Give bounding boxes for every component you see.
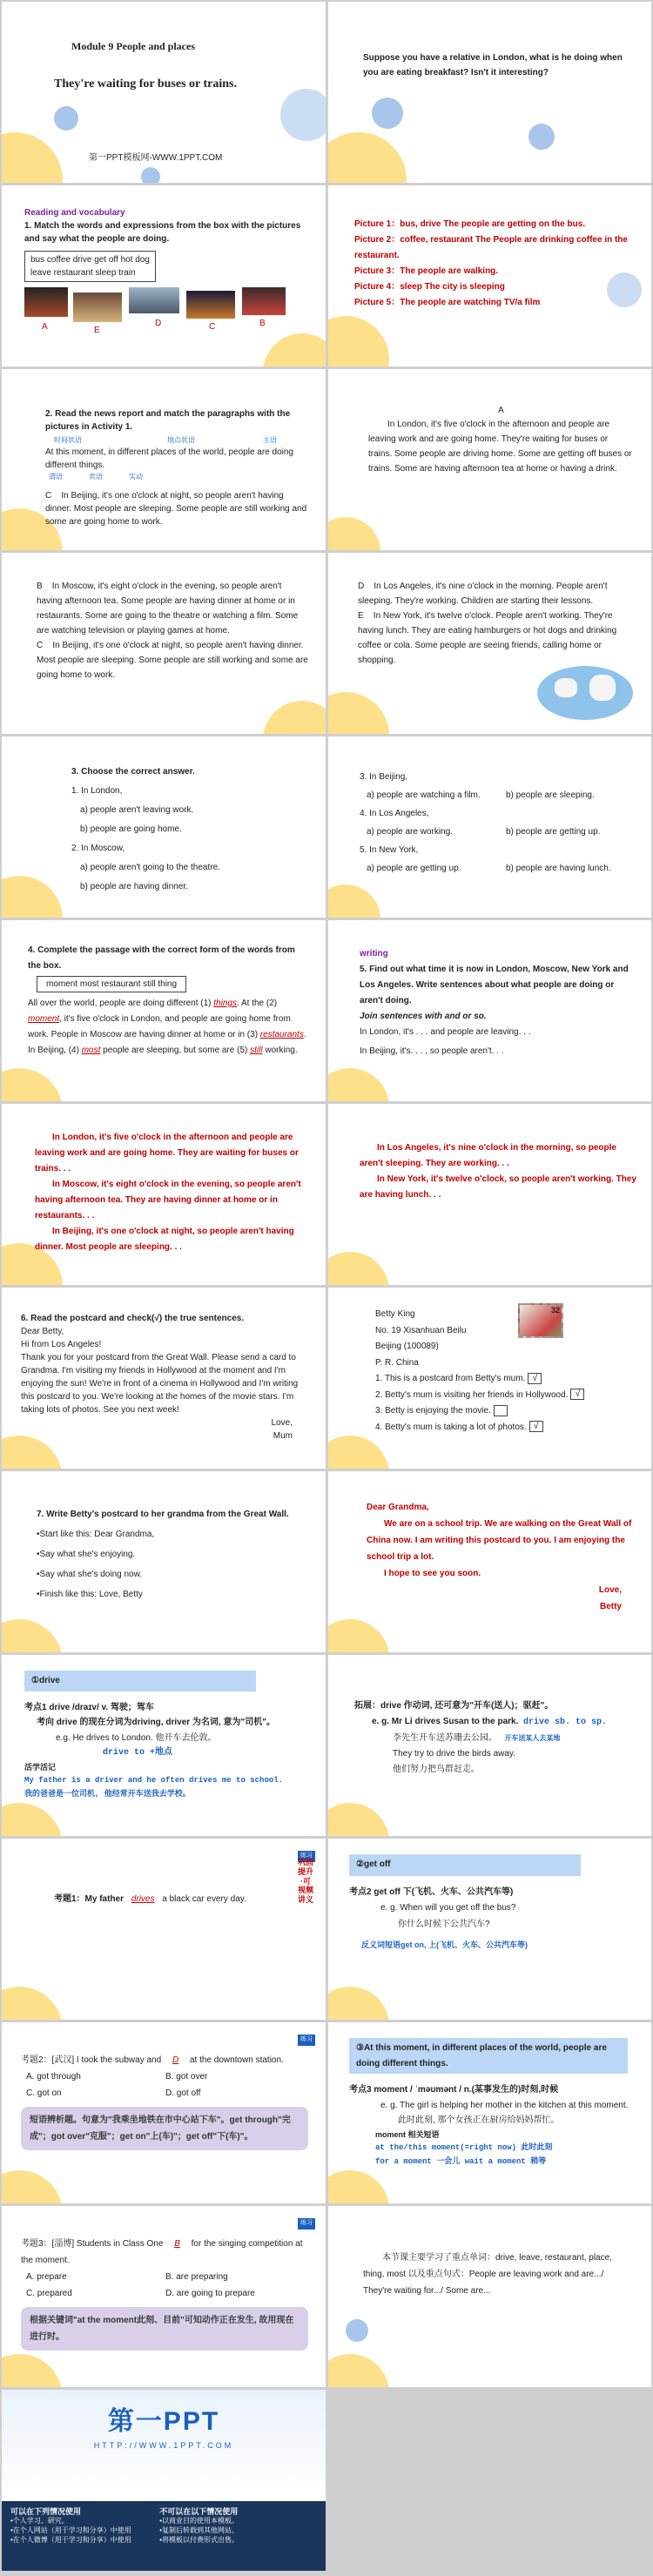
slide-writing-answers-1: [2, 1104, 326, 1285]
writing-tag: writing: [360, 949, 388, 958]
activity-question: 1. Match the words and expressions from the box with the pictures and say what the people are doing.: [24, 221, 301, 244]
explanation: 根据关键词"at the moment此刻、目前"可知动作正在发生, 故用现在进行时。: [21, 2307, 308, 2351]
answer-paragraph: In New York, it's twelve o'clock, so people aren't working. They are having lunch. . .: [360, 1174, 636, 1200]
section-heading: Reading and vocabulary: [24, 208, 125, 218]
exercise-badge: 练习: [298, 2035, 315, 2046]
postcard-sign: Love,: [598, 1585, 622, 1595]
postcard-stamp: 32: [518, 1303, 563, 1338]
activity-question: 3. Choose the correct answer.: [71, 767, 195, 777]
slide-postcard-answer: [328, 1471, 651, 1652]
example: They try to drive the birds away.: [393, 1749, 515, 1759]
slide-drive: [2, 1655, 326, 1836]
phrase-line: at the/this moment(=right now) 此时此刻: [375, 2143, 553, 2153]
check-box[interactable]: [494, 1405, 508, 1416]
picture-4: [186, 291, 235, 319]
answer-paragraph: In Los Angeles, it's nine o'clock in the morning, so people aren't sleeping. They are working. . .: [360, 1143, 616, 1168]
word-box: moment most restaurant still thing: [37, 976, 186, 992]
exercise-question: 考题1：My father drives a black car every day.: [54, 1894, 246, 1904]
picture-row: [24, 287, 312, 335]
paragraph-c: C In Beijing, it's one o'clock at night, so people aren't having dinner. Most people are sleeping. Some people are still working and some are going home to work.: [45, 491, 307, 527]
picture-label: B: [259, 319, 266, 328]
slide-copyright: [2, 2390, 326, 2571]
side-label: 巩固提升·可视频讲义: [298, 1858, 314, 1905]
point-title: 考点3 moment / ˈməʊmənt / n.(某事发生的)时刻,时候: [349, 2085, 559, 2095]
slide-exercise-3: [2, 2206, 326, 2387]
example-translation: 你什么时候下公共汽车?: [398, 1919, 490, 1929]
forbidden-column: 不可以在以下情况使用 •以商业目的使用本模板。 •复制后转载到其他网站。 •将模板以付费形式出售。: [159, 2507, 239, 2544]
footer-text: 第一PPT模板网-WWW.1PPT.COM: [89, 153, 223, 163]
postcard-line: Hi from Los Angeles!: [21, 1340, 102, 1349]
allowed-column: 可以在下列情况使用 •个人学习、研究。 •在个人网站（用于学习和分享）中使用 •在个人微博（用于学习和分享）中使用: [10, 2507, 131, 2544]
option-row: a) people are watching a film. b) people are sleeping.: [367, 790, 595, 800]
slide-exercise-2: [2, 2022, 326, 2203]
option: b) people are going home.: [80, 824, 182, 834]
memory-label: 活学活记: [24, 1762, 57, 1772]
answer-paragraph: In Moscow, it's eight o'clock in the evening, so people aren't having afternoon tea. They are having dinner at home or in restaurants. . .: [35, 1180, 301, 1221]
example: e.g. He drives to London. 他开车去伦敦。: [56, 1732, 217, 1743]
slide-summary: [328, 2206, 651, 2387]
address-line: No. 19 Xisanhuan Beilu: [375, 1325, 467, 1335]
antonym-note: 反义词短语get on, 上(飞机、火车、公共汽车等): [361, 1940, 528, 1949]
answer-line: Picture 5：The people are watching TV/a film: [354, 298, 541, 307]
question-item: 1. In London,: [71, 786, 123, 796]
cloze-passage: All over the world, people are doing different (1) things. At the (2) moment, it's five o'clock in London, and people are going home from work. People in Moscow are having dinner at home or in (3) restaurants. In Beijing, (4) most people are sleeping, but some are (5) still working.: [28, 999, 306, 1055]
instruction-item: •Start like this: Dear Grandma,: [37, 1530, 155, 1539]
activity-question: 4. Complete the passage with the correct form of the words from the box.: [28, 945, 295, 971]
slide-moment: [328, 2022, 651, 2203]
picture-2: [73, 293, 122, 322]
option-row: C. got on D. got off: [26, 2088, 201, 2098]
slide-exercise-1: [2, 1839, 326, 2020]
option-row: A. got through B. got over: [26, 2072, 208, 2082]
exercise-badge: 练习: [298, 2218, 315, 2230]
picture-3: [129, 287, 179, 313]
paragraph-d: D In Los Angeles, it's nine o'clock in the morning. People aren't sleeping. They're working. Children are starting their lessons.: [358, 582, 608, 606]
option-row: C. prepared D. are going to prepare: [26, 2289, 255, 2298]
explanation: 短语辨析题。句意为"我乘坐地铁在市中心站下车"。get through"完成"；got over"克服"；get on"上(车)"；get off"下(车)"。: [21, 2107, 308, 2150]
answer-line: Picture 4：sleep The city is sleeping: [354, 282, 505, 292]
check-item: 4. Betty's mum is taking a lot of photos. √: [375, 1420, 637, 1436]
paragraph-c: C In Beijing, it's one o'clock at night, so people aren't having dinner. Most people are sleeping. Some people are still working and some are going home to work.: [37, 641, 308, 680]
slide-activity-7: [2, 1471, 326, 1652]
slide-paragraphs-d-e: [328, 553, 651, 734]
point-pill: ③At this moment, in different places of the world, people are doing different things.: [349, 2038, 628, 2074]
slide-postcard: [2, 1288, 326, 1469]
picture-label: C: [209, 322, 216, 332]
instruction-item: •Say what she's enjoying.: [37, 1550, 136, 1559]
slide-activity-3: [2, 736, 326, 918]
answer-paragraph: In London, it's five o'clock in the afternoon and people are leaving work and are going home. They are waiting for buses or trains. . .: [35, 1133, 299, 1174]
picture-5: [242, 287, 286, 315]
postcard-closing: I hope to see you soon.: [384, 1569, 481, 1578]
postcard-sign: Love,: [271, 1418, 293, 1428]
question-item: 2. In Moscow,: [71, 844, 125, 853]
memory-line: 我的爸爸是一位司机, 他经常开车送我去学校。: [24, 1790, 191, 1799]
option: b) people are having dinner.: [80, 882, 188, 891]
extension-title: 拓展：drive 作动词, 还可意为"开车(送人)；驱赶"。: [354, 1701, 554, 1711]
activity-question: 5. Find out what time it is now in London, Moscow, New York and Los Angeles. Write sentences about what people are doing or aren't doing.: [360, 965, 629, 1006]
slide-activity-1: [2, 185, 326, 367]
example-translation: 此时此刻, 那个女孩正在厨房给妈妈帮忙。: [398, 2115, 560, 2125]
slide-paragraph-a: [328, 369, 651, 550]
slide-writing-5: [328, 920, 651, 1101]
postcard-body: We are on a school trip. We are walking on the Great Wall of China now. I am writing this postcard to you. I am enjoying the school trip a lot.: [367, 1519, 632, 1562]
activity-question: 7. Write Betty's postcard to her grandma from the Great Wall.: [37, 1510, 289, 1519]
brand-url[interactable]: HTTP://WWW.1PPT.COM: [93, 2441, 234, 2450]
slide-writing-answers-2: [328, 1104, 651, 1285]
phrase-line: for a moment 一会儿 wait a moment 稍等: [375, 2157, 547, 2166]
slide-get-off: [328, 1839, 651, 2020]
slide-activity-2: [2, 369, 326, 550]
option-row: a) people are getting up. b) people are having lunch.: [367, 864, 611, 873]
module-label: Module 9 People and places: [71, 40, 196, 52]
example: e. g. The girl is helping her mother in the kitchen at this moment.: [380, 2100, 629, 2110]
activity-question: 2. Read the news report and match the paragraphs with the pictures in Activity 1.: [45, 409, 291, 432]
answer-line: Picture 2：coffee, restaurant The People are drinking coffee in the restaurant.: [354, 235, 628, 260]
intro-question: Suppose you have a relative in London, what is he doing when you are eating breakfast? Isn't it interesting?: [363, 53, 623, 77]
question-item: 3. In Beijing,: [360, 772, 408, 782]
answer-line: Picture 3：The people are walking.: [354, 266, 499, 276]
answer-paragraph: In Beijing, it's one o'clock at night, so people aren't having dinner. Most people are sleeping. . .: [35, 1227, 294, 1252]
example-note: drive to +地点: [103, 1748, 173, 1758]
postcard-sign-name: Mum: [273, 1431, 293, 1441]
option: a) people aren't going to the theatre.: [80, 863, 220, 872]
question-item: 5. In New York,: [360, 845, 419, 855]
activity-question: 6. Read the postcard and check(√) the true sentences.: [21, 1314, 245, 1323]
example: e. g. When will you get off the bus?: [380, 1903, 516, 1913]
postcard-greeting: Dear Grandma,: [367, 1503, 429, 1512]
usage-footer: [2, 2501, 326, 2571]
option-row: A. prepare B. are preparing: [26, 2272, 228, 2282]
paragraph-e: E In New York, it's twelve o'clock. People aren't working. They're having lunch. They are eating hamburgers or hot dogs and drinking coffee or cola. Some people are seeing friends, calling home or shopping.: [358, 611, 617, 665]
memory-line: My father is a driver and he often drives me to school.: [24, 1776, 284, 1786]
check-item: 1. This is a postcard from Betty's mum. √: [375, 1371, 637, 1388]
exercise-question: 考题2：[武汉] I took the subway and D at the downtown station.: [21, 2055, 284, 2065]
slide-answers-1: [328, 185, 651, 367]
paragraph-b: B In Moscow, it's eight o'clock in the evening, so people aren't having afternoon tea. Some people are having dinner at home or in restaurants. Some are going to the theatre or watching a film. Some are watching television or playing games at home.: [37, 582, 299, 636]
slide-title: [2, 2, 326, 183]
example-line: In Beijing, it's. . . , so people aren't. . .: [360, 1046, 504, 1056]
example-translation: 他们努力把鸟群赶走。: [393, 1765, 480, 1774]
paragraph-label: A: [498, 406, 504, 415]
check-box[interactable]: √: [528, 1373, 542, 1384]
answer-line: Picture 1：bus, drive The people are getting on the bus.: [354, 219, 586, 229]
picture-1: [24, 287, 68, 317]
slide-intro: [328, 2, 651, 183]
phrase-label: moment 相关短语: [375, 2129, 440, 2139]
summary-text: 本节课主要学习了重点单词：drive, leave, restaurant, place, thing, most 以及重点句式：People are leaving work and are.../ They're waiting for.../ Some are...: [363, 2253, 612, 2296]
check-item: 3. Betty is enjoying the movie.: [375, 1403, 637, 1420]
instruction-item: •Say what she's doing now.: [37, 1570, 143, 1579]
word-box: bus coffee drive get off hot dog leave restaurant sleep train: [24, 251, 156, 282]
question-item: 4. In Los Angeles,: [360, 809, 429, 818]
slide-drive-extension: [328, 1655, 651, 1836]
example-line: In London, it's . . . and people are leaving. . .: [360, 1027, 531, 1037]
slide-paragraphs-b-c: [2, 553, 326, 734]
exercise-question: 考题3：[淄博] Students in Class One B for the singing competition at the moment.: [21, 2239, 303, 2265]
point-pill: ②get off: [349, 1854, 581, 1876]
point-pill: ①drive: [24, 1671, 256, 1692]
example-translation: 李先生开车送苏珊去公园。 开车送某人去某地: [393, 1733, 561, 1743]
check-box[interactable]: √: [529, 1421, 543, 1432]
exercise-badge: 练习: [298, 1851, 315, 1862]
option: a) people aren't leaving work.: [80, 805, 194, 815]
option-row: a) people are working. b) people are getting up.: [367, 827, 601, 837]
brand-logo: 第一PPT: [107, 2407, 220, 2436]
address-line: Betty King: [375, 1309, 415, 1319]
instruction: Join sentences with and or so.: [360, 1012, 487, 1021]
check-box[interactable]: √: [570, 1389, 584, 1400]
postcard-body: Thank you for your postcard from the Great Wall. Please send a card to Grandma. I'm visiting my friends in Hollywood at the moment and I'm enjoying the sun! We're in front of a cinema in Hollywood and I'm writing this postcard to you. We're looking at the homes of the movie stars. I'm taking lots of photos. See you next week!: [21, 1353, 299, 1415]
annotated-sentence: 时间状语 地点状语 主语 At this moment, in different places of the world, people are doing different things. 谓语 宾语 实动: [45, 436, 293, 481]
point-title: 考点2 get off 下(飞机、火车、公共汽车等): [349, 1887, 514, 1897]
slide-postcard-checks: [328, 1288, 651, 1469]
paragraph-a: In London, it's five o'clock in the afternoon and people are leaving work and are going home. They're waiting for buses or trains. Some people are driving home. Some are getting off buses or trains. Some are having afternoon tea at home or having a drink.: [368, 420, 632, 474]
picture-label: E: [94, 326, 100, 335]
point-title: 考点1 drive /draɪv/ v. 驾驶；驾车: [24, 1702, 154, 1712]
point-note: 考向 drive 的现在分词为driving, driver 为名词, 意为"司机"。: [37, 1718, 275, 1727]
instruction-item: •Finish like this: Love, Betty: [37, 1590, 143, 1599]
postcard-greeting: Dear Betty,: [21, 1327, 64, 1336]
postcard-sign-name: Betty: [599, 1602, 622, 1611]
slide-activity-4: [2, 920, 326, 1101]
example: e. g. Mr Li drives Susan to the park. drive sb. to sp.: [372, 1717, 607, 1727]
slide-activity-3-cont: [328, 736, 651, 918]
address-line: P. R. China: [375, 1357, 419, 1368]
address-line: Beijing (100089): [375, 1342, 439, 1351]
picture-label: A: [42, 322, 48, 332]
page-title: They're waiting for buses or trains.: [54, 77, 238, 91]
picture-label: D: [155, 319, 162, 328]
check-item: 2. Betty's mum is visiting her friends in Hollywood. √: [375, 1388, 637, 1404]
